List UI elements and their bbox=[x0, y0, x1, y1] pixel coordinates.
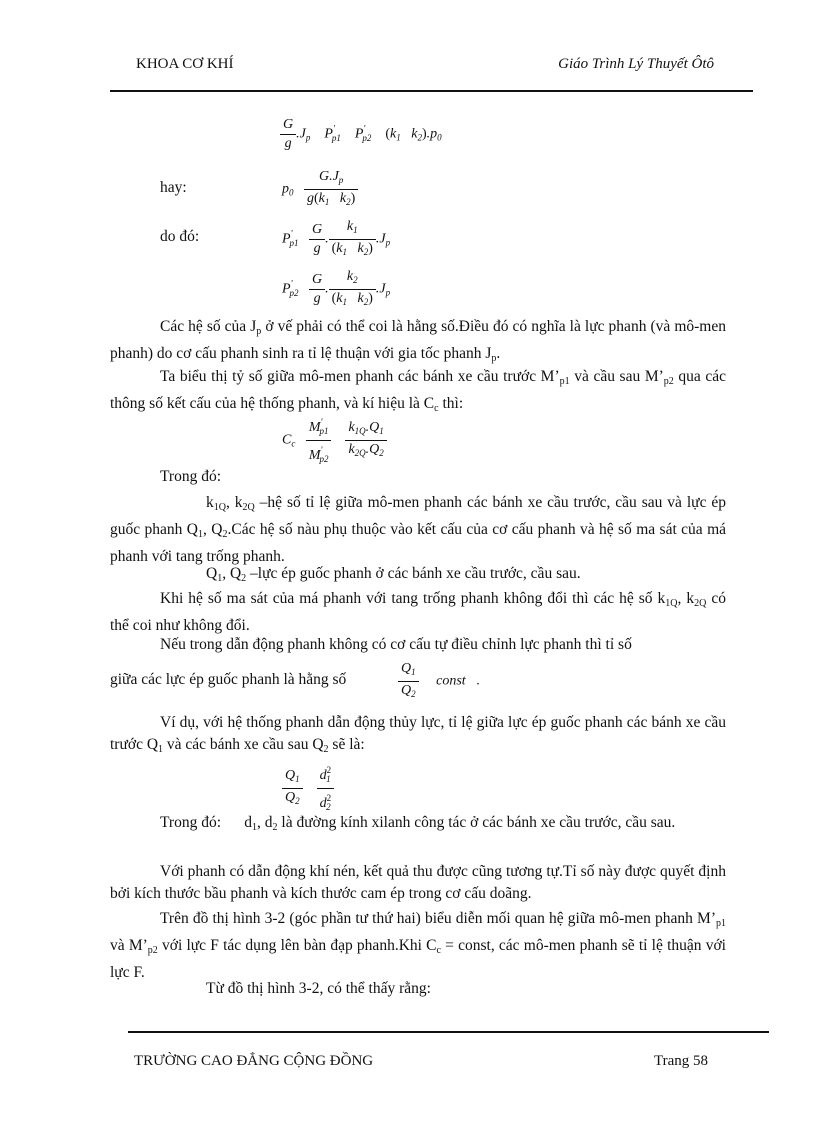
equation-q-ratio: $\frac{Q_1}{Q_2}$ $\frac{d^2_1}{d^2_2}$ bbox=[282, 761, 334, 816]
equation-3: $P'_{p1}$ $\frac{G}{g}$ . $\frac{k_1}{(k_1 k_2)}$ $.J_p$ bbox=[282, 219, 391, 257]
hay-label: hay: bbox=[160, 179, 187, 196]
paragraph-7: Ví dụ, với hệ thống phanh dẫn động thủy lực, tỉ lệ giữa lực ép guốc phanh các bánh xe cầu trước Q1 và các bánh xe cầu sau Q2 sẽ là: bbox=[110, 714, 726, 755]
paragraph-4: Q1, Q2 –lực ép guốc phanh ở các bánh xe cầu trước, cầu sau. bbox=[206, 565, 581, 584]
equation-1: $\frac{G}{g}$ $.J_p$ $P'_{p1}$ $P'_{p2}$ ($k_1$ $k_2).p_0$ bbox=[280, 116, 442, 153]
paragraph-11: Từ đồ thị hình 3-2, có thể thấy rằng: bbox=[206, 980, 431, 997]
paragraph-8: Trong đó: d1, d2 là đường kính xilanh công tác ở các bánh xe cầu trước, cầu sau. bbox=[160, 814, 676, 833]
paragraph-3: k1Q, k2Q –hệ số tỉ lệ giữa mô-men phanh các bánh xe cầu trước, cầu sau và lực ép guốc phanh Q1, Q2.Các hệ số nàu phụ thuộc vào kết cấu của cơ cấu phanh và hệ số ma sát của má phanh với tang trống phanh. bbox=[110, 494, 727, 565]
paragraph-2: Ta biểu thị tỷ số giữa mô-men phanh các bánh xe cầu trước M’p1 và cầu sau M’p2 qua các thông số kết cấu của hệ thống phanh, và kí hiệu là Cc thì: bbox=[110, 368, 726, 414]
paragraph-9: Với phanh có dẫn động khí nén, kết quả thu được cũng tương tự.Tỉ số này được quyết định bởi kích thước bầu phanh và kích thước cam ép trong cơ cấu doãng. bbox=[110, 863, 726, 902]
header-left: KHOA CƠ KHÍ bbox=[136, 56, 234, 72]
equation-4: $P'_{p2}$ $\frac{G}{g}$ . $\frac{k_2}{(k_1 k_2)}$ $.J_p$ bbox=[282, 269, 391, 307]
header-right: Giáo Trình Lý Thuyết Ôtô bbox=[558, 56, 714, 72]
header-rule bbox=[110, 90, 753, 92]
page-number: Trang 58 bbox=[653, 1053, 708, 1069]
footer-left: TRƯỜNG CAO ĐẲNG CỘNG ĐỒNG bbox=[134, 1053, 374, 1069]
paragraph-10: Trên đồ thị hình 3-2 (góc phần tư thứ hai) biểu diễn mối quan hệ giữa mô-men phanh M’p1 và M’p2 với lực F tác dụng lên bàn đạp phanh.Khi Cc = const, các mô-men phanh sẽ tỉ lệ thuận với lực F. bbox=[110, 910, 726, 981]
equation-2: $p_0$ $\frac{G.J_p}{g(k_1 k_2)}$ bbox=[282, 168, 358, 211]
do-do-label: do đó: bbox=[160, 228, 200, 245]
trong-do-label: Trong đó: bbox=[160, 468, 222, 485]
equation-cc: $C_c$ $\frac{M'_{p1}}{M'_{p2}}$ $\frac{k_{1Q}.Q_1}{k_{2Q}.Q_2}$ bbox=[282, 413, 387, 468]
paragraph-6-line2: giữa các lực ép guốc phanh là hằng số bbox=[110, 671, 347, 688]
equation-const: $\frac{Q_1}{Q_2}$ const . bbox=[398, 660, 480, 703]
paragraph-5: Khi hệ số ma sát của má phanh với tang trống phanh không đổi thì các hệ số k1Q, k2Q có thể coi như không đổi. bbox=[110, 590, 726, 634]
footer-rule bbox=[128, 1031, 769, 1033]
paragraph-1: Các hệ số của Jp ở vế phải có thể coi là hằng số.Điều đó có nghĩa là lực phanh (và mô-men phanh) do cơ cấu phanh sinh ra tỉ lệ thuận với gia tốc phanh Jp. bbox=[110, 318, 726, 364]
paragraph-6: Nếu trong dẫn động phanh không có cơ cấu tự điều chỉnh lực phanh thì tỉ số bbox=[160, 636, 632, 653]
